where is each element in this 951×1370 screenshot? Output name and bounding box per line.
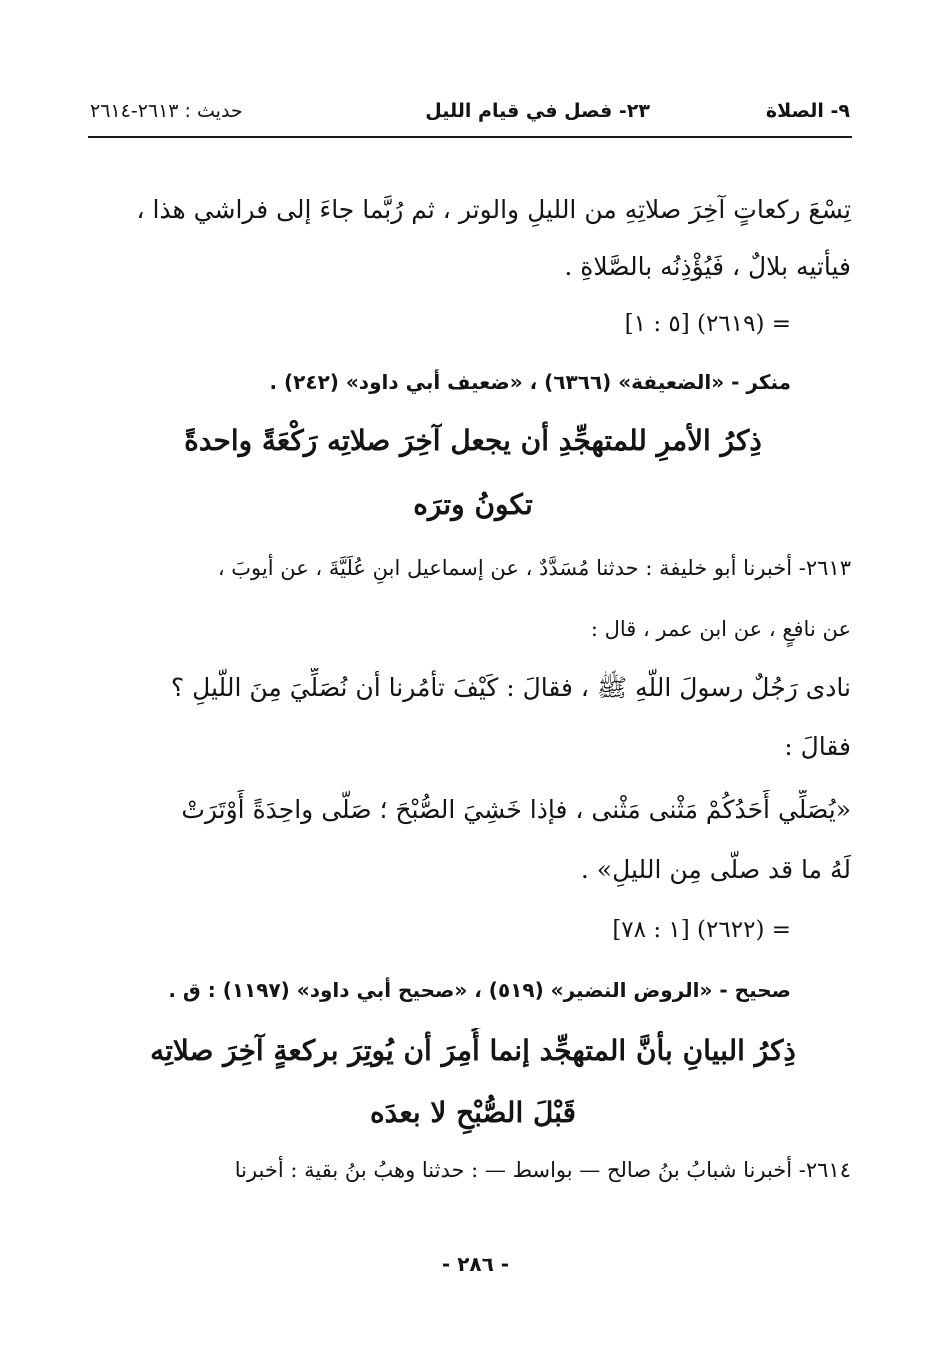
hadith-2613-line-2: عن نافعٍ ، عن ابن عمر ، قال : xyxy=(590,617,851,641)
hadith-2613-line-3: نادى رَجُلٌ رسولَ اللّهِ ﷺ ، فقالَ : كَيْفَ تأمُرنا أن نُصَلِّيَ مِنَ اللَّيلِ ؟ xyxy=(170,673,851,702)
hadith-2613-line-6: لَهُ ما قد صلَّى مِن الليلِ» . xyxy=(580,855,851,884)
hadith-2613-line-5: «يُصَلِّي أَحَدُكُمْ مَثْنى مَثْنى ، فإذا خَشِيَ الصُّبْحَ ؛ صَلَّى واحِدَةً أَوْتَرَتْ xyxy=(181,795,851,824)
reference-2: = (٢٦٢٢) [١ : ٧٨] xyxy=(612,917,791,943)
chapter-heading-2-line-1: ذِكرُ البيانِ بأنَّ المتهجِّد إنما أُمِرَ أن يُوتِرَ بركعةٍ آخِرَ صلاتِه xyxy=(150,1034,796,1067)
chapter-heading-1-line-2: تكونُ وترَه xyxy=(413,488,533,521)
text-line-2: فيأتيه بلالٌ ، فَيُؤْذِنُه بالصَّلاةِ . xyxy=(564,252,851,281)
running-header xyxy=(90,94,850,134)
page-number: - ٢٨٦ - xyxy=(441,1252,510,1276)
grading-2: صحيح - «الروض النضير» (٥١٩) ، «صحيح أبي داود» (١١٩٧) : ق . xyxy=(168,978,791,1002)
grading-1: منكر - «الضعيفة» (٦٣٦٦) ، «ضعيف أبي داود» (٢٤٢) . xyxy=(269,370,791,394)
chapter-heading-2-line-2: قَبْلَ الصُّبْحِ لا بعدَه xyxy=(369,1096,577,1129)
hadith-2613-line-4: فقالَ : xyxy=(784,732,851,761)
hadith-2613-line-1: ٢٦١٣- أخبرنا أبو خليفة : حدثنا مُسَدَّدٌ ، عن إسماعيل ابنِ عُلَيَّةَ ، عن أيوبَ ، xyxy=(217,556,851,580)
header-hadith-range: حديث : ٢٦١٣-٢٦١٤ xyxy=(90,100,243,122)
header-section-title: ٩- الصلاة xyxy=(765,100,850,122)
header-divider xyxy=(88,136,852,138)
chapter-heading-1-line-1: ذِكرُ الأمرِ للمتهجِّدِ أن يجعل آخِرَ صلاتِه رَكْعَةً واحدةً xyxy=(184,424,762,457)
header-chapter-title: ٢٣- فصل في قيام الليل xyxy=(425,100,650,122)
reference-1: = (٢٦١٩) [٥ : ١] xyxy=(624,311,791,337)
text-line-1: تِسْعَ ركعاتٍ آخِرَ صلاتِهِ من الليلِ والوتر ، ثم رُبَّما جاءَ إلى فراشي هذا ، xyxy=(136,195,851,224)
hadith-2614-line-1: ٢٦١٤- أخبرنا شبابُ بنُ صالح — بواسط — : حدثنا وهبُ بنُ بقية : أخبرنا xyxy=(234,1158,851,1182)
